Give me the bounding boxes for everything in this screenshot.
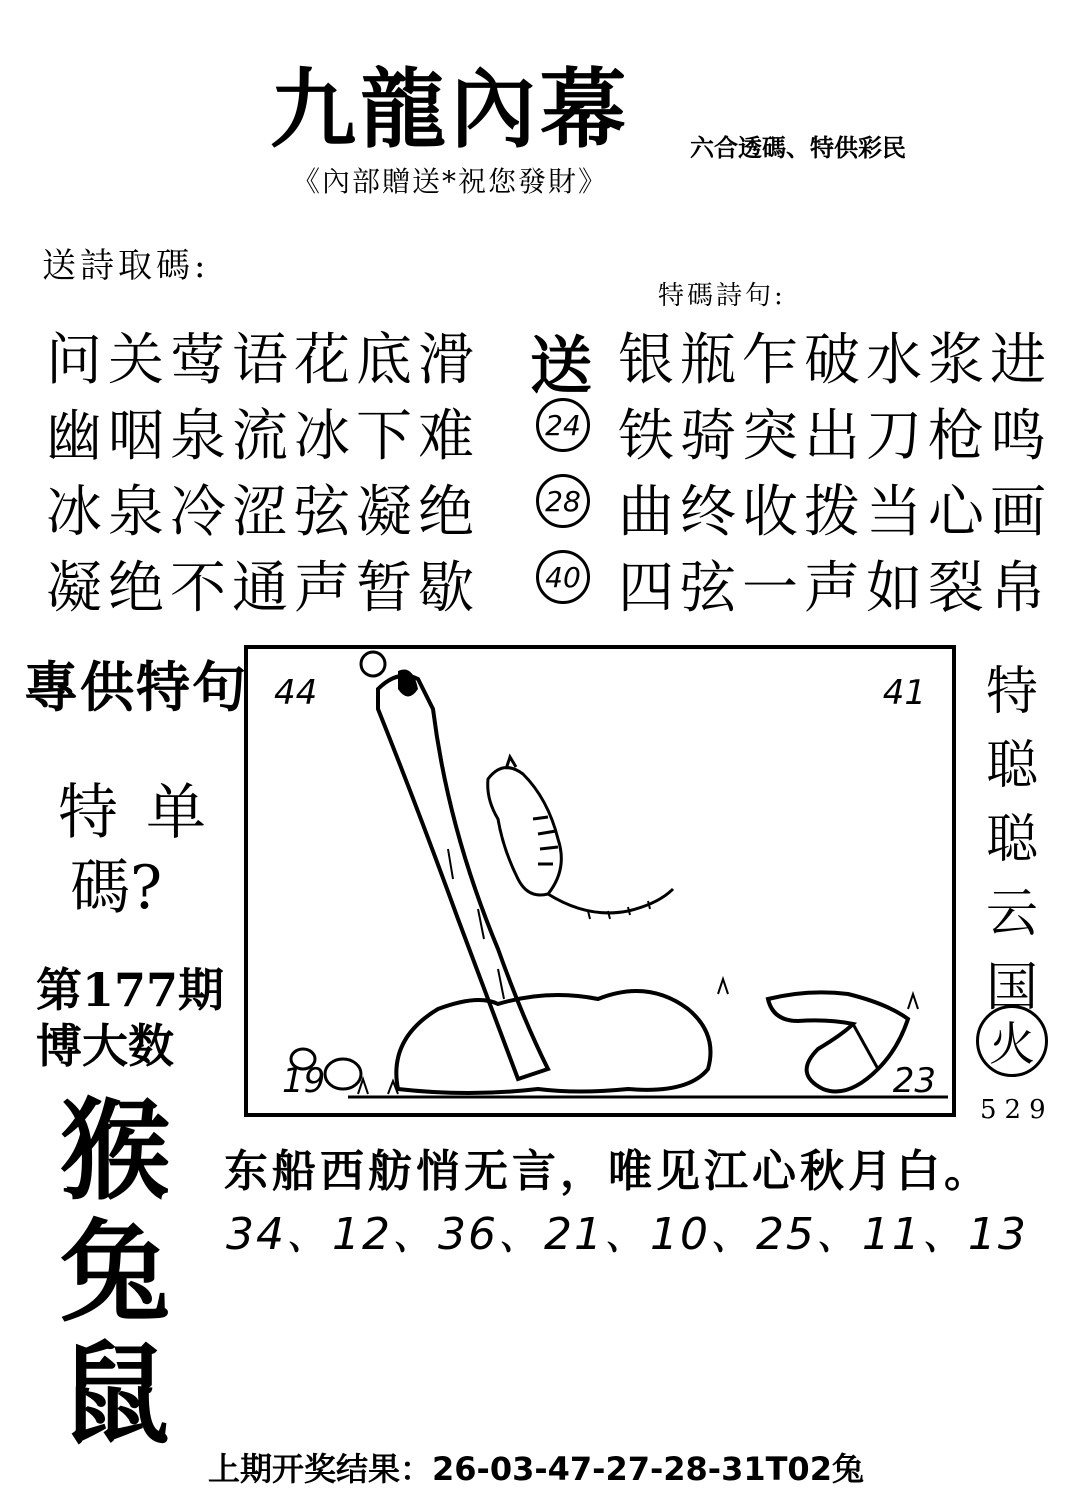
last-result: 上期开奖结果：26-03-47-27-28-31T02兔	[208, 1450, 864, 1488]
vertical-char: 特	[985, 662, 1038, 722]
special-poem-line: 银瓶乍破水浆进	[618, 328, 1052, 393]
vertical-char: 聪	[985, 810, 1038, 870]
special-single-label: 特单	[58, 778, 234, 848]
corner-number-bottom-right: 23	[892, 1061, 936, 1101]
poem-label: 送詩取碼:	[42, 246, 210, 286]
zodiac-animals	[60, 1086, 180, 1459]
corner-number-top-left: 44	[274, 673, 318, 713]
special-label: 專供特句	[24, 655, 248, 719]
squirrel-tree-illustration	[248, 649, 952, 1113]
issue-line: 第177期	[36, 963, 225, 1017]
song-character: 送	[530, 329, 593, 402]
zodiac-animal: 猴	[60, 1086, 170, 1215]
issue-line: 博大数	[36, 1019, 174, 1073]
zodiac-animal: 鼠	[60, 1330, 170, 1459]
poem-line: 凝绝不通声暂歇	[46, 556, 480, 621]
poem-line: 幽咽泉流冰下难	[46, 404, 480, 469]
zodiac-animal: 兔	[60, 1208, 170, 1337]
number-badge: 24	[536, 398, 590, 452]
corner-number-bottom-left: 19	[282, 1061, 326, 1101]
corner-number-top-right: 41	[882, 673, 926, 713]
subtitle-right: 六合透碼、特供彩民	[690, 133, 906, 162]
digits-label: 529	[980, 1095, 1054, 1125]
poem-line: 问关莺语花底滑	[46, 328, 480, 393]
special-poem-label: 特碼詩句:	[658, 281, 786, 311]
special-poem-line: 曲终收拨当心画	[618, 480, 1052, 545]
element-badge: 火	[976, 1005, 1048, 1077]
page-title: 九龍內幕	[270, 59, 630, 160]
bottom-poem: 东船西舫悄无言，唯见江心秋月白。	[224, 1146, 992, 1197]
number-badge: 40	[536, 550, 590, 604]
special-code-label: 碼?	[70, 853, 163, 923]
number-list: 34、12、36、21、10、25、11、13	[226, 1209, 1028, 1260]
number-badge: 28	[536, 474, 590, 528]
poem-line: 冰泉冷涩弦凝绝	[46, 480, 480, 545]
special-poem-line: 四弦一声如裂帛	[618, 556, 1052, 621]
vertical-char: 聪	[985, 736, 1038, 796]
vertical-char: 国	[985, 958, 1038, 1018]
subtitle: 《內部贈送*祝您發財》	[292, 165, 609, 198]
illustration-frame	[244, 645, 956, 1117]
vertical-char: 云	[985, 884, 1038, 944]
issue-number	[36, 962, 224, 1074]
vertical-hint	[982, 655, 1042, 1025]
special-poem-line: 铁骑突出刀枪鸣	[618, 404, 1052, 469]
